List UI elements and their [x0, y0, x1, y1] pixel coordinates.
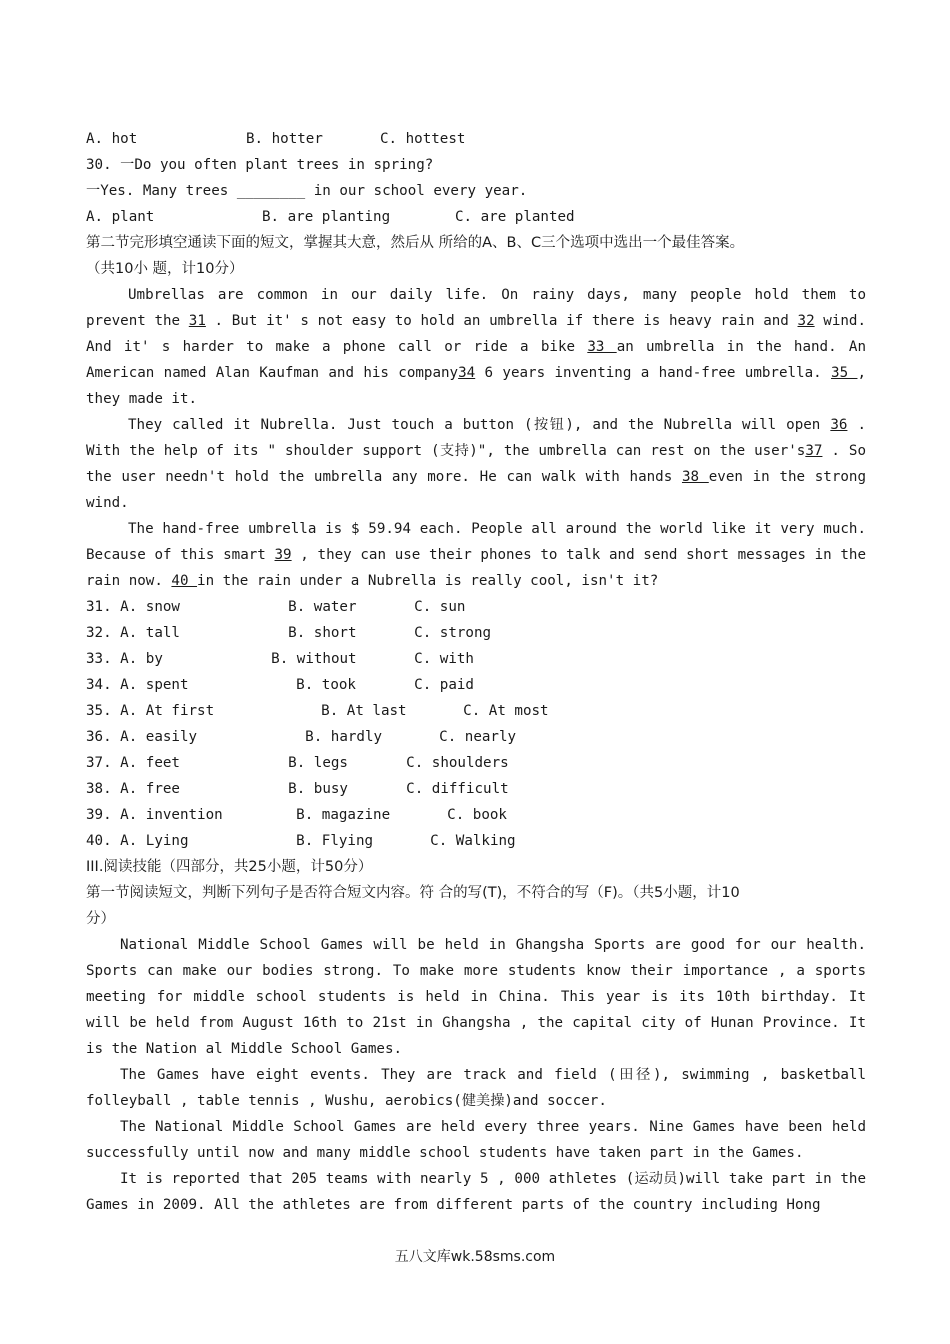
- text: an umbrella in the hand. An American named Alan Kaufman and his company: [86, 339, 867, 381]
- option-b: B. short: [288, 625, 357, 641]
- option-b: B. hardly: [305, 729, 383, 745]
- reading-instructions-score: 分）: [86, 911, 115, 927]
- option-c: C. shoulders: [406, 755, 509, 771]
- text: . But it' s not easy to hold an umbrella if there is heavy rain and: [205, 313, 798, 329]
- text: The hand-free umbrella is $ 59.94 each. People all around the world like it very much. Because of this smart: [86, 521, 866, 563]
- option-c: C. book: [447, 807, 507, 823]
- text: even in the strong wind.: [86, 469, 867, 511]
- text: wind. And it' s harder to make a phone call or ride a bike: [86, 313, 867, 355]
- text: , they made it.: [86, 365, 867, 407]
- reading-paragraph-1: National Middle School Games will be held in Ghangsha Sports are good for our health. Sports can make our bodies strong. To make more students know their importance , a sports meeting for middle school students is held in China. This year is its 10th birthday. It will be held from August 16th to 21st in Ghangsha , the capital city of Hunan Province. It is the Nation al Middle School Games.: [86, 937, 866, 1057]
- blank-35: 35: [831, 365, 858, 381]
- question-number: 35.: [86, 703, 121, 719]
- text: 6 years inventing a hand-free umbrella.: [475, 365, 832, 381]
- question-39: [86, 802, 866, 828]
- option-a: A. by: [120, 651, 163, 667]
- option-a: A. easily: [120, 729, 198, 745]
- option-c: C. are planted: [455, 209, 575, 225]
- question-33: [86, 646, 866, 672]
- blank-32: 32: [797, 313, 815, 329]
- option-c: C. hottest: [380, 131, 466, 147]
- option-b: B. took: [296, 677, 356, 693]
- text: , they can use their phones to talk and send short messages in the rain now.: [86, 547, 866, 589]
- reading-paragraph-3: The National Middle School Games are held every three years. Nine Games have been held successfully until now and many middle school students have taken part in the Games.: [86, 1119, 866, 1161]
- text: Umbrellas are common in our daily life. On rainy days, many people hold them to prevent the: [86, 287, 866, 329]
- blank-33: 33: [587, 339, 617, 355]
- section-title: III.阅读技能（四部分，共25小题，计50分）: [86, 859, 373, 875]
- blank-36: 36: [830, 417, 848, 433]
- question-31: [86, 594, 866, 620]
- option-c: C. with: [414, 651, 474, 667]
- cloze-paragraph-3: [86, 516, 866, 594]
- question-40: [86, 828, 866, 854]
- option-b: B. water: [288, 599, 357, 615]
- option-b: B. At last: [321, 703, 407, 719]
- blank-40: 40: [171, 573, 198, 589]
- q30-answer-post: in our school every year.: [305, 183, 528, 199]
- option-a: A. At first: [120, 703, 215, 719]
- question-37: [86, 750, 866, 776]
- option-b: B. busy: [288, 781, 348, 797]
- text: in the rain under a Nubrella is really cool, isn't it?: [197, 573, 659, 589]
- option-c: C. sun: [414, 599, 466, 615]
- blank-39: 39: [274, 547, 292, 563]
- q30-options: [86, 204, 866, 230]
- question-38: [86, 776, 866, 802]
- cloze-header-score: （共10小 题，计10分）: [86, 261, 244, 277]
- question-number: 36.: [86, 729, 121, 745]
- q30-answer: [86, 178, 866, 204]
- question-number: 37.: [86, 755, 121, 771]
- option-c: C. nearly: [439, 729, 517, 745]
- option-c: C. difficult: [406, 781, 509, 797]
- option-b: B. magazine: [296, 807, 391, 823]
- reading-instructions: 第一节阅读短文，判断下列句子是否符合短文内容。符 合的写(T)，不符合的写（F)。（共5小题，计10: [86, 885, 740, 901]
- option-a: A. hot: [86, 131, 138, 147]
- option-b: B. Flying: [296, 833, 374, 849]
- text: . So the user needn't hold the umbrella any more. He can walk with hands: [86, 443, 866, 485]
- blank-31: 31: [188, 313, 206, 329]
- blank-34: 34: [458, 365, 476, 381]
- option-a: A. snow: [120, 599, 180, 615]
- question-number: 39.: [86, 807, 121, 823]
- question-number: 38.: [86, 781, 121, 797]
- option-a: A. feet: [120, 755, 180, 771]
- option-c: C. Walking: [430, 833, 516, 849]
- question-number: 32.: [86, 625, 121, 641]
- question-32: [86, 620, 866, 646]
- option-c: C. strong: [414, 625, 492, 641]
- q30-question: 30. 一Do you often plant trees in spring?: [86, 157, 434, 173]
- blank-37: 37: [805, 443, 823, 459]
- question-number: 40.: [86, 833, 121, 849]
- option-c: C. paid: [414, 677, 474, 693]
- option-b: B. hotter: [246, 131, 323, 147]
- option-a: A. free: [120, 781, 180, 797]
- question-35: [86, 698, 866, 724]
- option-b: B. are planting: [262, 209, 391, 225]
- option-b: B. without: [271, 651, 357, 667]
- cloze-header: 第二节完形填空通读下面的短文，掌握其大意，然后从 所给的A、B、C三个选项中选出一个最佳答案。: [86, 235, 745, 251]
- option-a: A. spent: [120, 677, 189, 693]
- question-34: [86, 672, 866, 698]
- blank-38: 38: [681, 469, 709, 485]
- option-c: C. At most: [463, 703, 549, 719]
- option-a: A. plant: [86, 209, 155, 225]
- q30-blank: ________: [236, 183, 306, 199]
- q30-answer-pre: 一Yes. Many trees: [86, 183, 237, 199]
- text: They called it Nubrella. Just touch a button (按钮), and the Nubrella will open: [128, 417, 831, 433]
- option-b: B. legs: [288, 755, 348, 771]
- q29-options: [86, 126, 866, 152]
- text: . With the help of its " shoulder support (支持)", the umbrella can rest on the user's: [86, 417, 866, 459]
- exam-page: [86, 126, 866, 1218]
- question-36: [86, 724, 866, 750]
- question-number: 34.: [86, 677, 121, 693]
- cloze-paragraph-1: [86, 282, 866, 412]
- reading-paragraph-2: The Games have eight events. They are track and field (田径), swimming , basketball folleyball , table tennis , Wushu, aerobics(健美操)and soccer.: [86, 1067, 866, 1109]
- question-number: 31.: [86, 599, 121, 615]
- footer-watermark: 五八文库wk.58sms.com: [394, 1249, 556, 1265]
- cloze-paragraph-2: [86, 412, 866, 516]
- option-a: A. Lying: [120, 833, 189, 849]
- option-a: A. invention: [120, 807, 223, 823]
- option-a: A. tall: [120, 625, 180, 641]
- question-number: 33.: [86, 651, 121, 667]
- reading-paragraph-4: It is reported that 205 teams with nearly 5 , 000 athletes (运动员)will take part in the Games in 2009. All the athletes are from different parts of the country including Hong: [86, 1171, 866, 1213]
